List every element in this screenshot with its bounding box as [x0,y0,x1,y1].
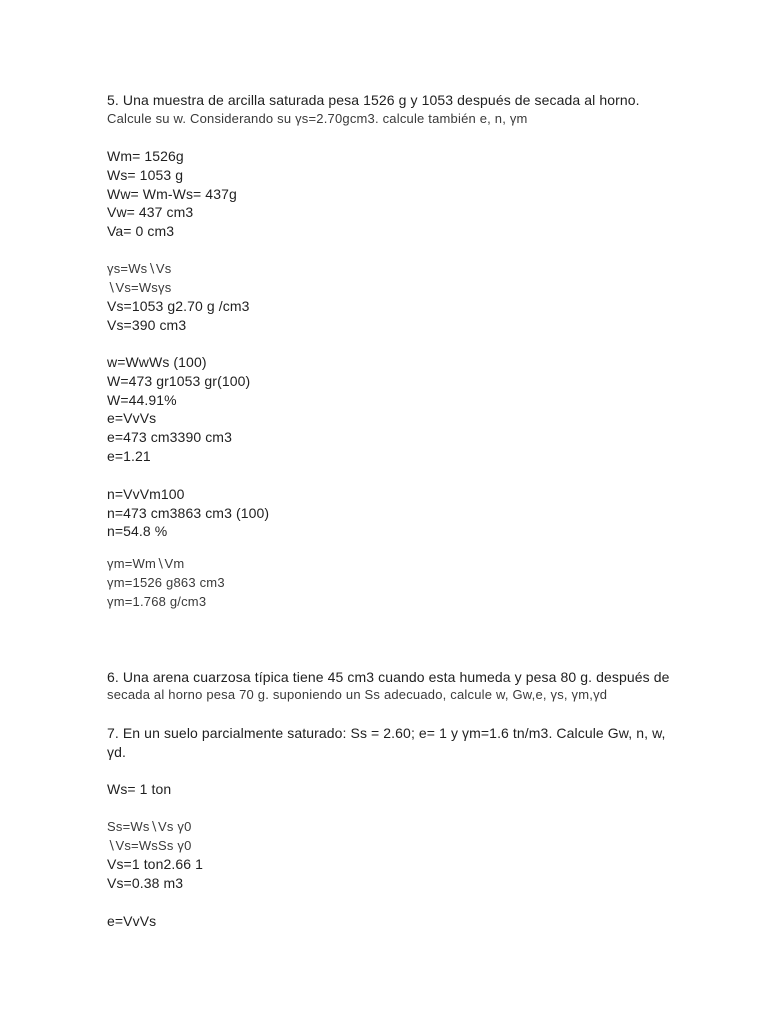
problem5-data-line: Wm= 1526g [107,148,184,164]
problem6-statement-line2: secada al horno pesa 70 g. suponiendo un Ss adecuado, calcule w, Gw,e, γs, γm,γd [107,687,608,702]
problem7-ws-line: Ws= 1 ton [107,781,172,797]
problem5-n-line: n=54.8 % [107,523,168,539]
problem5-vs-calc: Vs=1053 g2.70 g /cm3 [107,298,250,314]
problem5-data-line: Ww= Wm-Ws= 437g [107,186,237,202]
problem5-gm-line: γm=Wm∖Vm [107,556,185,571]
problem5-w-e-line: e=1.21 [107,448,151,464]
problem5-w-e-line: e=473 cm3390 cm3 [107,429,232,445]
problem7-formula: ∖Vs=WsSs γ0 [107,838,192,853]
problem5-w-e-line: w=WwWs (100) [107,354,207,370]
problem7-formula: Ss=Ws∖Vs γ0 [107,819,192,834]
problem7-calc: Vs=1 ton2.66 1 [107,856,203,872]
problem5-data-line: Vw= 437 cm3 [107,204,194,220]
problem5-data-line: Va= 0 cm3 [107,223,175,239]
problem5-vs-calc: Vs=390 cm3 [107,317,187,333]
problem7-calc: Vs=0.38 m3 [107,875,184,891]
problem5-gm-line: γm=1.768 g/cm3 [107,594,207,609]
problem5-vs-formula: γs=Ws∖Vs [107,261,172,276]
problem7-statement-line2: γd. [107,744,126,760]
problem5-statement-line2: Calcule su w. Considerando su γs=2.70gcm3. calcule también e, n, γm [107,111,528,126]
problem5-data-line: Ws= 1053 g [107,167,184,183]
problem5-gm-line: γm=1526 g863 cm3 [107,575,225,590]
problem7-e-line: e=VvVs [107,913,157,929]
problem5-w-e-line: e=VvVs [107,410,157,426]
problem5-w-e-line: W=44.91% [107,392,177,408]
problem5-n-line: n=VvVm100 [107,486,185,502]
problem5-n-line: n=473 cm3863 cm3 (100) [107,505,270,521]
problem5-statement-line1: 5. Una muestra de arcilla saturada pesa 1526 g y 1053 después de secada al horno. [107,92,640,108]
problem7-statement-line1: 7. En un suelo parcialmente saturado: Ss = 2.60; e= 1 y γm=1.6 tn/m3. Calcule Gw, n, w, [107,725,666,741]
problem5-w-e-line: W=473 gr1053 gr(100) [107,373,251,389]
problem5-vs-formula: ∖Vs=Wsγs [107,280,172,295]
problem6-statement-line1: 6. Una arena cuarzosa típica tiene 45 cm3 cuando esta humeda y pesa 80 g. después de [107,669,670,685]
